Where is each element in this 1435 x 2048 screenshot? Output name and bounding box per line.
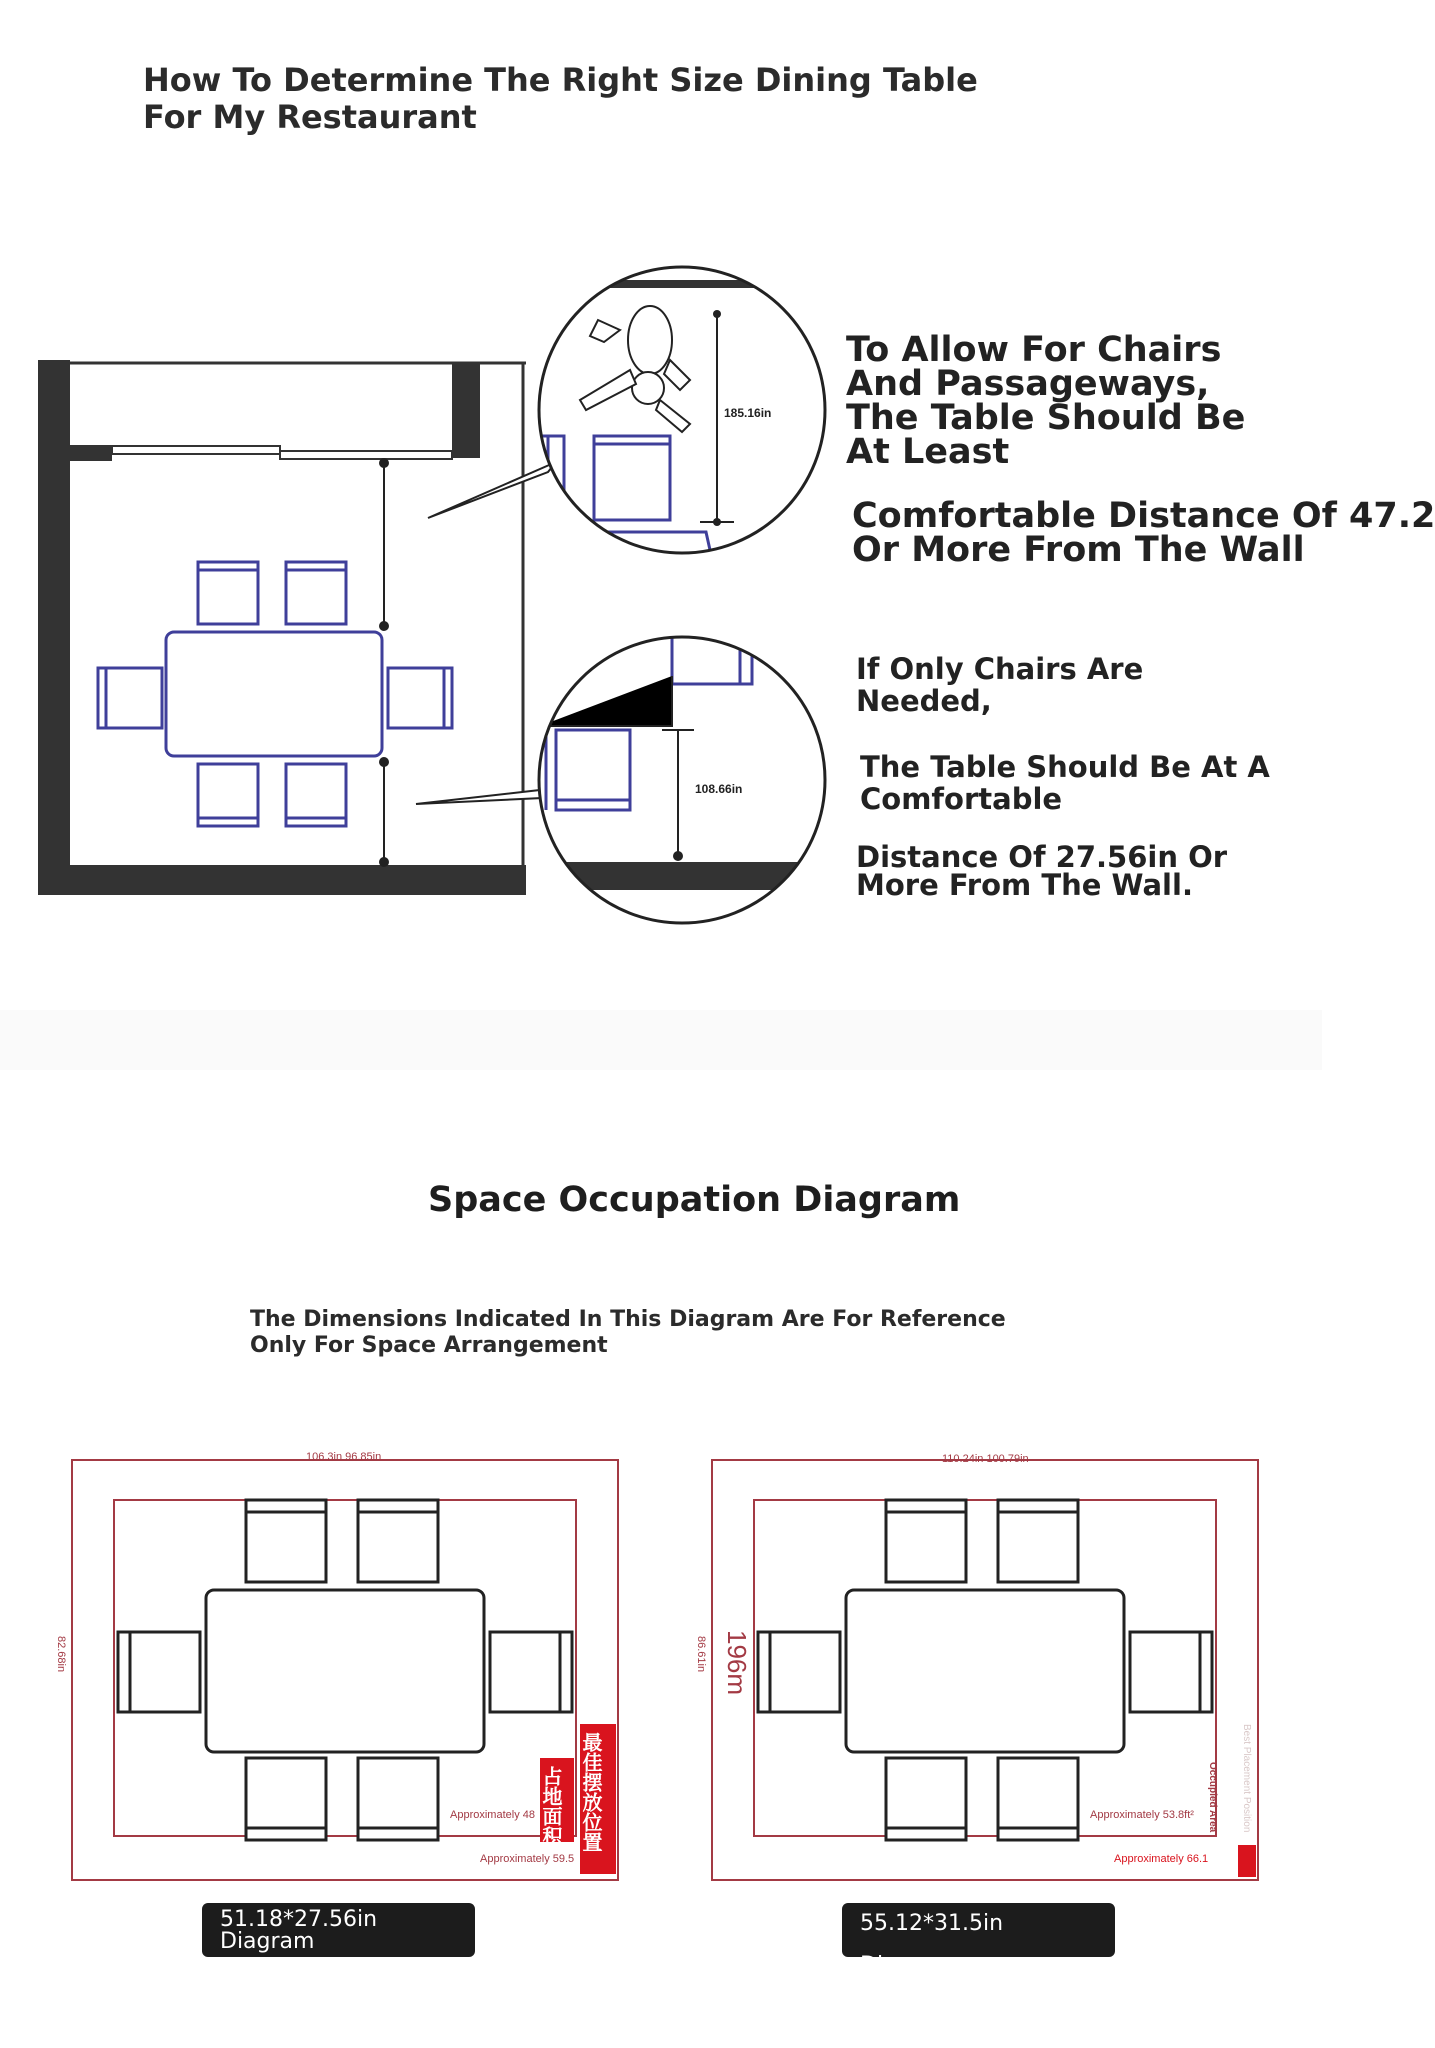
callout-chairs: If Only Chairs Are Needed, xyxy=(856,652,1144,718)
occupied-label: Occupied Area xyxy=(1207,1762,1218,1833)
table xyxy=(206,1590,484,1752)
chair xyxy=(98,668,162,728)
section-title: Space Occupation Diagram xyxy=(428,1180,961,1220)
callout-passage-distance: Comfortable Distance Of 47.2 Or More From The Wall xyxy=(852,496,1435,570)
table-group xyxy=(98,562,452,826)
best-position-label: Best Placement Position xyxy=(1241,1724,1252,1833)
callout-chairs-table: The Table Should Be At A Comfortable xyxy=(860,750,1270,816)
approx-inner: Approximately 48 xyxy=(450,1809,535,1821)
occupied-label: 占地面积 xyxy=(539,1766,561,1846)
right-wall-block xyxy=(452,363,480,458)
chair xyxy=(388,668,452,728)
side-dimension-cm: 196m xyxy=(722,1630,752,1696)
callout-passage: To Allow For Chairs And Passageways, The Table Should Be At Least xyxy=(846,330,1246,472)
top-dimension: 106.3in 96.85in xyxy=(306,1451,382,1463)
section-divider xyxy=(0,1010,1322,1070)
approx-outer: Approximately 59.5 xyxy=(480,1853,575,1865)
approx-inner: Approximately 53.8ft² xyxy=(1090,1809,1194,1821)
section-note: The Dimensions Indicated In This Diagram Are For Reference Only For Space Arrangement xyxy=(250,1307,1006,1358)
dimension-bottom-label: 108.66in xyxy=(695,782,743,796)
dining-table xyxy=(166,632,382,756)
bottom-wall xyxy=(38,865,526,895)
table xyxy=(846,1590,1124,1752)
side-dimension: 86.61in xyxy=(695,1636,707,1673)
left-wall xyxy=(38,360,70,895)
best-position-label: 最佳摆放位置 xyxy=(579,1732,601,1852)
diagram-right-label: 55.12*31.5in Diagram xyxy=(842,1903,1115,1957)
space-diagram-left xyxy=(50,1440,640,1880)
page-title: How To Determine The Right Size Dining Table For My Restaurant xyxy=(143,61,978,136)
approx-outer: Approximately 66.1 xyxy=(1114,1853,1209,1865)
top-dimension: 110.24in 100.79in xyxy=(942,1453,1029,1465)
side-dimension: 82.68in xyxy=(55,1636,67,1673)
zoom-circle-top xyxy=(428,260,840,570)
dimension-top-label: 185.16in xyxy=(724,406,772,420)
callout-chairs-distance: Distance Of 27.56in Or More From The Wall. xyxy=(856,840,1228,902)
best-position-badge xyxy=(1238,1845,1256,1877)
diagram-left-label: 51.18*27.56in Diagram xyxy=(202,1903,475,1957)
space-diagram-right xyxy=(690,1440,1280,1880)
